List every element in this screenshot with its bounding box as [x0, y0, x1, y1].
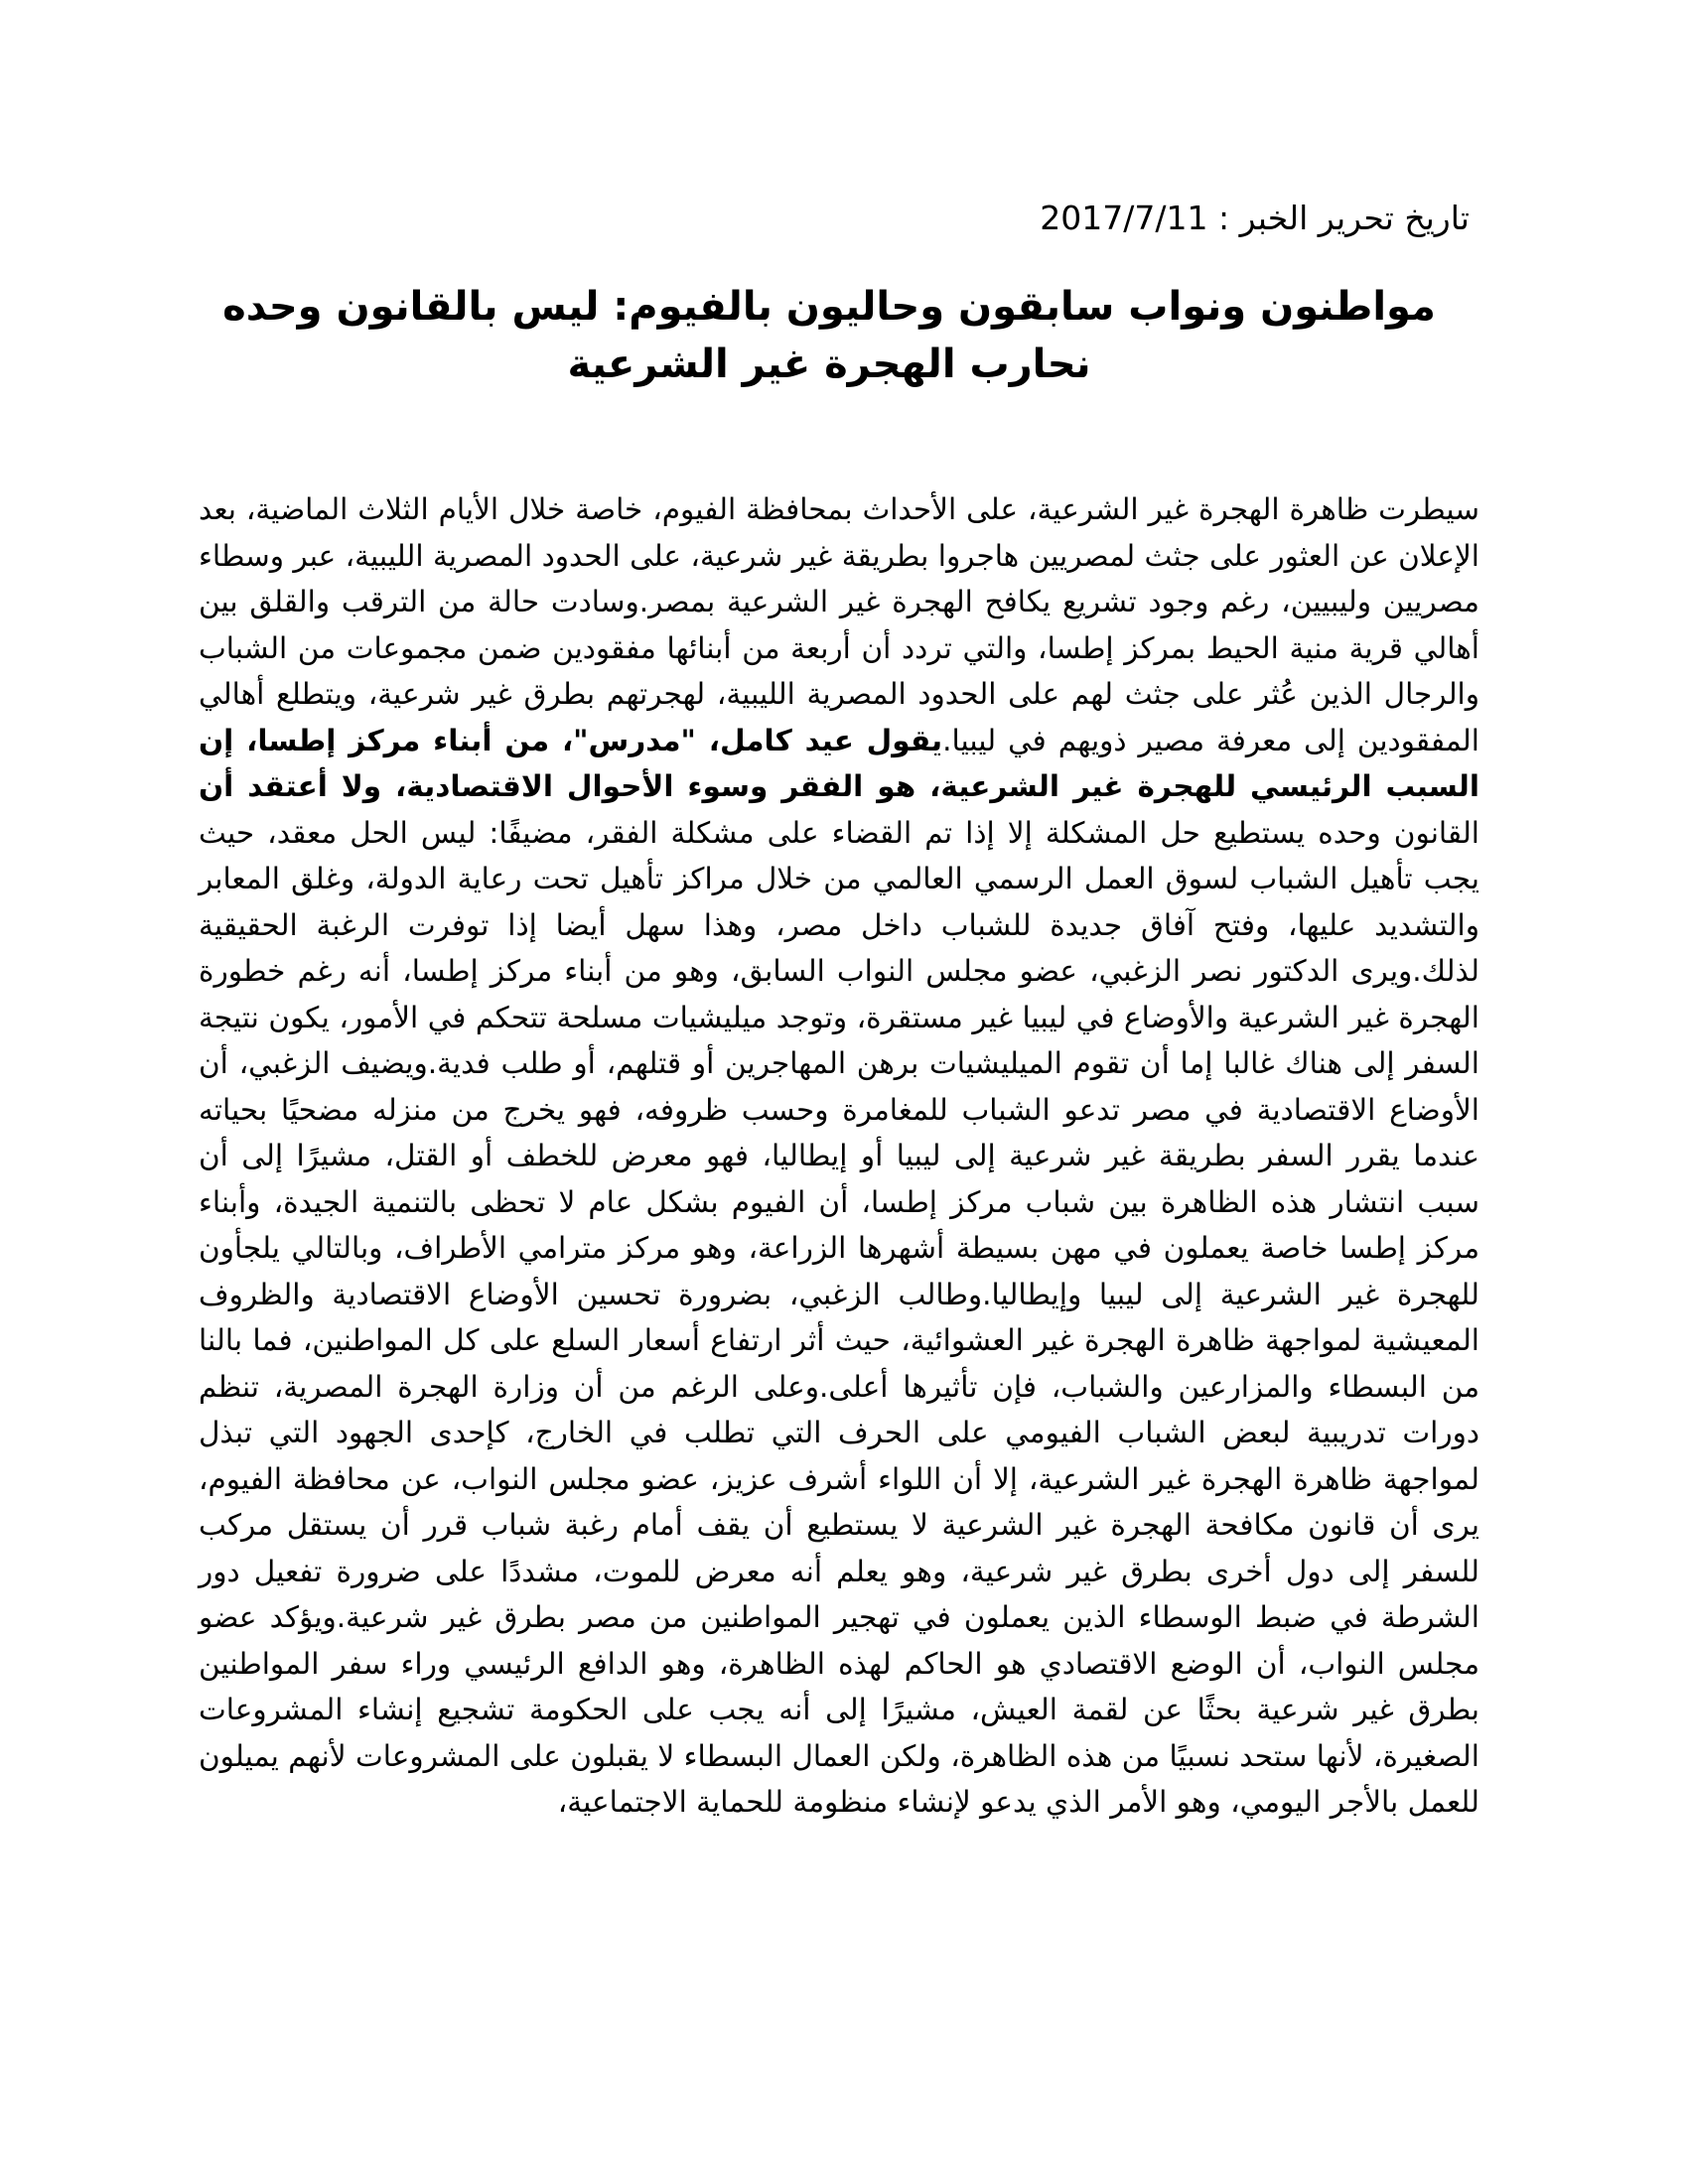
body-quote-bold: يقول عيد كامل، "مدرس"، من أبناء مركز إطسا، إن السبب الرئيسي للهجرة غير الشرعية، هو الفقر وسوء الأحوال الاقتصادية، ولا أعتقد أن	[199, 723, 1479, 803]
article-body	[199, 486, 1479, 1826]
publication-date: تاريخ تحرير الخبر : 2017/7/11	[1040, 199, 1470, 237]
article-title: مواطنون ونواب سابقون وحاليون بالفيوم: ليس بالقانون وحده نحارب الهجرة غير الشرعية	[222, 284, 1436, 387]
body-text-part-1: سيطرت ظاهرة الهجرة غير الشرعية، على الأحداث بمحافظة الفيوم، خاصة خلال الأيام الثلاث الماضية، بعد الإعلان عن العثور على جثث لمصريين هاجروا بطريقة غير شرعية، على الحدود المصرية الليبية، عبر وسطاء مصريين وليبيين، رغم وجود تشريع يكافح الهجرة غير الشرعية بمصر.وسادت حالة من الترقب والقلق بين أهالي قرية منية الحيط بمركز إطسا، والتي تردد أن أربعة من أبنائها مفقودين ضمن مجموعات من الشباب والرجال الذين عُثر على جثث لهم على الحدود المصرية الليبية، لهجرتهم بطرق غير شرعية، ويتطلع أهالي المفقودين إلى معرفة مصير ذويهم في ليبيا.	[199, 492, 1479, 757]
body-text-part-2: القانون وحده يستطيع حل المشكلة إلا إذا تم القضاء على مشكلة الفقر، مضيفًا: ليس الحل معقد، حيث يجب تأهيل الشباب لسوق العمل الرسمي العالمي من خلال مراكز تأهيل تحت رعاية الدولة، وغلق المعابر والتشديد عليها، وفتح آفاق جديدة للشباب داخل مصر، وهذا سهل أيضا إذا توفرت الرغبة الحقيقية لذلك.ويرى الدكتور نصر الزغبي، عضو مجلس النواب السابق، وهو من أبناء مركز إطسا، أنه رغم خطورة الهجرة غير الشرعية والأوضاع في ليبيا غير مستقرة، وتوجد ميليشيات مسلحة تتحكم في الأمور، يكون نتيجة السفر إلى هناك غالبا إما أن تقوم الميليشيات برهن المهاجرين أو قتلهم، أو طلب فدية.ويضيف الزغبي، أن الأوضاع الاقتصادية في مصر تدعو الشباب للمغامرة وحسب ظروفه، فهو يخرج من منزله مضحيًا بحياته عندما يقرر السفر بطريقة غير شرعية إلى ليبيا أو إيطاليا، فهو معرض للخطف أو القتل، مشيرًا إلى أن سبب انتشار هذه الظاهرة بين شباب مركز إطسا، أن الفيوم بشكل عام لا تحظى بالتنمية الجيدة، وأبناء مركز إطسا خاصة يعملون في مهن بسيطة أشهرها الزراعة، وهو مركز مترامي الأطراف، وبالتالي يلجأون للهجرة غير الشرعية إلى ليبيا وإيطاليا.وطالب الزغبي، بضرورة تحسين الأوضاع الاقتصادية والظروف المعيشية لمواجهة ظاهرة الهجرة غير العشوائية، حيث أثر ارتفاع أسعار السلع على كل المواطنين، فما بالنا من البسطاء والمزارعين والشباب، فإن تأثيرها أعلى.وعلى الرغم من أن وزارة الهجرة المصرية، تنظم دورات تدريبية لبعض الشباب الفيومي على الحرف التي تطلب في الخارج، كإحدى الجهود التي تبذل لمواجهة ظاهرة الهجرة غير الشرعية، إلا أن اللواء أشرف عزيز، عضو مجلس النواب، عن محافظة الفيوم، يرى أن قانون مكافحة الهجرة غير الشرعية لا يستطيع أن يقف أمام رغبة شباب قرر أن يستقل مركب للسفر إلى دول أخرى بطرق غير شرعية، وهو يعلم أنه معرض للموت، مشددًا على ضرورة تفعيل دور الشرطة في ضبط الوسطاء الذين يعملون في تهجير المواطنين من مصر بطرق غير شرعية.ويؤكد عضو مجلس النواب، أن الوضع الاقتصادي هو الحاكم لهذه الظاهرة، وهو الدافع الرئيسي وراء سفر المواطنين بطرق غير شرعية بحثًا عن لقمة العيش، مشيرًا إلى أنه يجب على الحكومة تشجيع إنشاء المشروعات الصغيرة، لأنها ستحد نسبيًا من هذه الظاهرة، ولكن العمال البسطاء لا يقبلون على المشروعات لأنهم يميلون للعمل بالأجر اليومي، وهو الأمر الذي يدعو لإنشاء منظومة للحماية الاجتماعية،	[199, 815, 1479, 1819]
